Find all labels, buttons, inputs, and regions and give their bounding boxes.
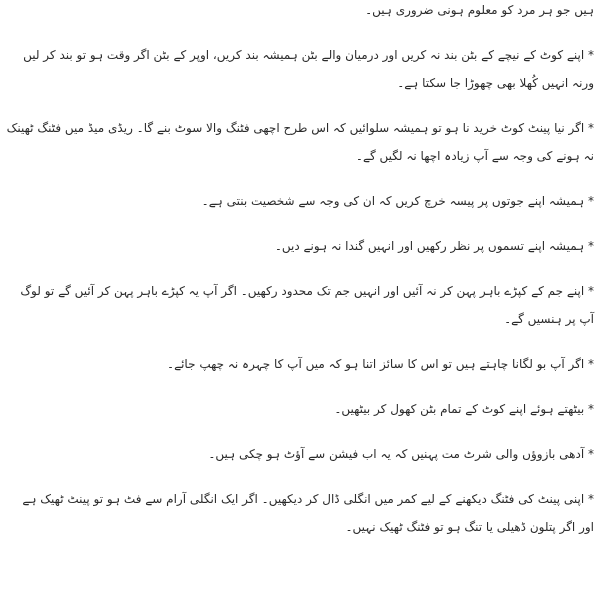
intro-line: ہیں جو ہر مرد کو معلوم ہونی ضروری ہیں۔ — [365, 3, 594, 17]
article-body — [6, 0, 594, 558]
tip-pant-fitting: * اپنی پینٹ کی فٹنگ دیکھنے کے لیے کمر میں انگلی ڈال کر دیکھیں۔ اگر ایک انگلی آرام سے فٹ ہو تو پینٹ ٹھیک ہے اور اگر پتلون ڈھیلی یا تنگ ہو تو فٹنگ ٹھیک نہیں۔ — [22, 492, 594, 534]
tip-bow-tie: * اگر آپ بو لگانا چاہتے ہیں تو اس کا سائز اتنا ہو کہ میں آپ کا چہرہ نہ چھپ جائے۔ — [167, 357, 594, 371]
tip-shoes: * ہمیشہ اپنے جوتوں پر پیسہ خرچ کریں کہ ان کی وجہ سے شخصیت بنتی ہے۔ — [201, 194, 594, 208]
tip-laces: * ہمیشہ اپنے تسموں پر نظر رکھیں اور انہیں گندا نہ ہونے دیں۔ — [274, 239, 594, 253]
tip-coat-buttons: * اپنے کوٹ کے نیچے کے بٹن بند نہ کریں اور درمیان والے بٹن ہمیشہ بند کریں، اوپر کے بٹن اگر وقت ہو تو بند کر لیں ورنہ انہیں کُھلا بھی چھوڑا جا سکتا ہے۔ — [23, 48, 594, 90]
tip-unbutton-sitting: * بیٹھتے ہوئے اپنے کوٹ کے تمام بٹن کھول کر بیٹھیں۔ — [334, 402, 594, 416]
tip-tailored-suit: * اگر نیا پینٹ کوٹ خرید نا ہو تو ہمیشہ سلوائیں کہ اس طرح اچھی فٹنگ والا سوٹ بنے گا۔ ریڈی میڈ میں فٹنگ ٹھینک نہ ہونے کی وجہ سے آپ زیادہ اچھا نہ لگیں گے۔ — [6, 121, 594, 163]
tip-gym-clothes: * اپنے جم کے کپڑے باہر پہن کر نہ آئیں اور انہیں جم تک محدود رکھیں۔ اگر آپ یہ کپڑے باہر پہن کر آئیں گے تو لوگ آپ پر ہنسیں گے۔ — [20, 284, 594, 326]
tip-half-sleeves: * آدھی بازوؤں والی شرٹ مت پہنیں کہ یہ اب فیشن سے آؤٹ ہو چکی ہیں۔ — [208, 447, 594, 461]
